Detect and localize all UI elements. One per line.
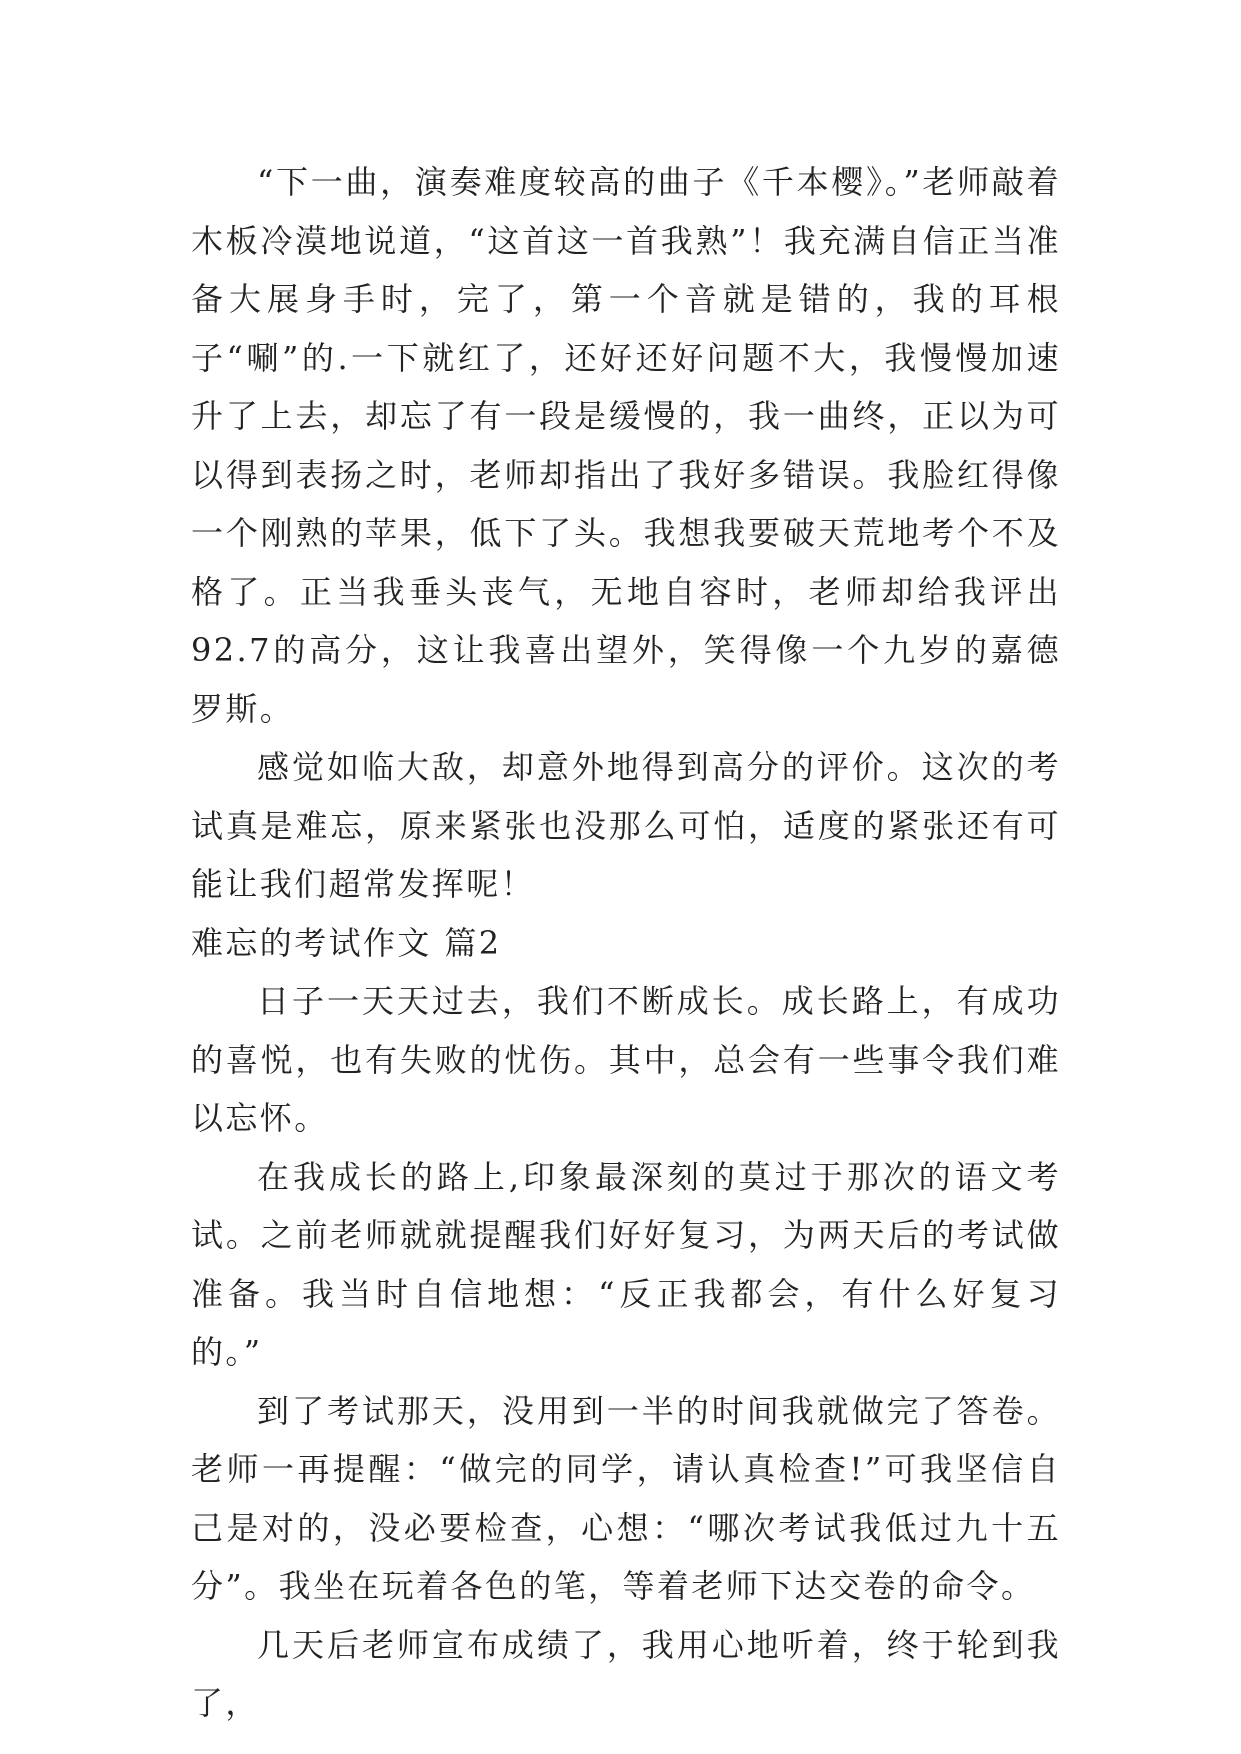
paragraph-exam-day: 到了考试那天，没用到一半的时间我就做完了答卷。老师一再提醒：“做完的同学，请认真检查!”可我坚信自己是对的，没必要检查，心想：“哪次考试我低过九十五分”。我坐在玩着各色的笔，等着老师下达交卷的命令。	[191, 1391, 1061, 1605]
paragraph-reflection: 感觉如临大敌，却意外地得到高分的评价。这次的考试真是难忘，原来紧张也没那么可怕，适度的紧张还有可能让我们超常发挥呢！	[191, 748, 1061, 903]
paragraph-results: 几天后老师宣布成绩了，我用心地听着，终于轮到我了，	[191, 1625, 1061, 1722]
paragraph-growing-up: 日子一天天过去，我们不断成长。成长路上，有成功的喜悦，也有失败的忧伤。其中，总会有一些事令我们难以忘怀。	[191, 982, 1061, 1137]
section-heading: 难忘的考试作文 篇2	[191, 923, 502, 962]
paragraph-piano-exam: “下一曲，演奏难度较高的曲子《千本樱》。”老师敲着木板冷漠地说道，“这首这一首我熟”！我充满自信正当准备大展身手时，完了，第一个音就是错的，我的耳根子“唰”的.一下就红了，还好还好问题不大，我慢慢加速升了上去，却忘了有一段是缓慢的，我一曲终，正以为可以得到表扬之时，老师却指出了我好多错误。我脸红得像一个刚熟的苹果，低下了头。我想我要破天荒地考个不及格了。正当我垂头丧气，无地自容时，老师却给我评出92.7的高分，这让我喜出望外，笑得像一个九岁的嘉德罗斯。	[191, 163, 1061, 728]
paragraph-chinese-exam: 在我成长的路上,印象最深刻的莫过于那次的语文考试。之前老师就就提醒我们好好复习，为两天后的考试做准备。我当时自信地想：“反正我都会，有什么好复习的。”	[191, 1157, 1061, 1371]
document-body	[191, 153, 1061, 1733]
